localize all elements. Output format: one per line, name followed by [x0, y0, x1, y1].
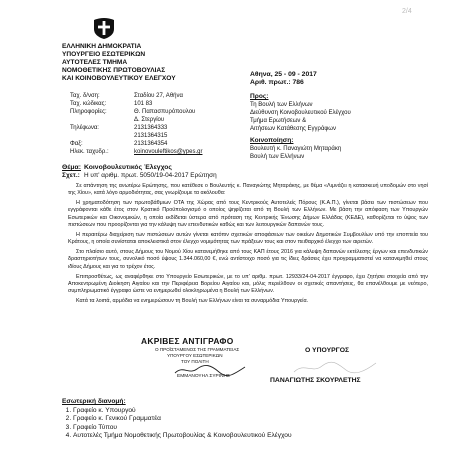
stamp-line: Ο ΠΡΟΪΣΤΑΜΕΝΟΣ ΤΗΣ ΓΡΑΜΜΑΤΕΙΑΣ: [155, 347, 240, 352]
body-paragraph: Στο πλαίσιο αυτό, στους Δήμους του Νομού Χίου κατανεμήθηκε από τους ΚΑΠ έτους 2016 για κάλυψη δαπανών εκτέλεσης έργων και επενδυτικών δραστηριοτήτων τους, συνολικό ποσό ύψους 1.344.060,00 €, ενώ αντίστοιχο ποσό για τις ίδιες δράσεις έχει προγραμματιστεί να κατανεμηθεί στους ιδίους Δήμους και για το τρέχον έτος.: [68, 249, 428, 270]
signatory-name: ΠΑΝΑΓΙΩΤΗΣ ΣΚΟΥΡΛΕΤΗΣ: [270, 377, 361, 384]
body-paragraph: Επιπροσθέτως, ως αναφέρθηκε στο Υπουργείο Εσωτερικών, με το υπ' αριθμ. πρωτ. 12933/24-04-2017 έγγραφο, έχει ζητήσει στοιχεία από την Αποκεντρωμένη Διοίκηση Αιγαίου και την Περιφέρεια Βορείου Αιγαίου και, μόλις περιέλθουν οι σχετικές απαντήσεις, θα επανέλθουμε με νεότερο, συμπληρωματικό έγγραφο ώστε να ενημερωθεί ολοκληρωμένα η Βουλή των Ελλήνων.: [68, 273, 428, 295]
signatory-role: Ο ΥΠΟΥΡΓΟΣ: [305, 347, 350, 354]
distribution-item: 1. Γραφείο κ. Υπουργού: [73, 407, 292, 416]
contact-label: Ηλεκ. ταχυδρ.:: [70, 149, 109, 155]
contact-value: Θ. Παπασπυρόπουλου: [134, 109, 196, 115]
stamp-title: ΑΚΡΙΒΕΣ ΑΝΤΙΓΡΑΦΟ: [141, 336, 234, 346]
contact-value: Σταδίου 27, Αθήνα: [134, 93, 183, 99]
stamp-line: ΥΠΟΥΡΓΟΥ ΕΣΩΤΕΡΙΚΩΝ: [167, 353, 223, 358]
letter-body: [68, 183, 428, 308]
stamp-line: ΤΟΥ ΠΟΛΙΤΗ: [181, 359, 209, 364]
distribution-item: 4. Αυτοτελές Τμήμα Νομοθετικής Πρωτοβουλίας & Κοινοβουλευτικού Ελέγχου: [73, 432, 292, 441]
recipient-line: Διεύθυνση Κοινοβουλευτικού Ελέγχου: [250, 110, 351, 116]
body-paragraph: Σε απάντηση της ανωτέρω Ερώτησης, που κατέθεσε ο Βουλευτής κ. Παναγιώτης Μηταράκης, με θέμα «Λιμνάζει η κατασκευή υποδομών στο νησί της Χίου», κατά λόγο αρμοδιότητας, σας γνωρίζουμε τα ακόλουθα:: [68, 183, 428, 197]
reference-label: Σχετ.:: [62, 172, 80, 179]
recipient-line: Τη Βουλή των Ελλήνων: [250, 102, 313, 108]
protocol-number: Αριθ. πρωτ.: 786: [250, 79, 304, 86]
header-line-2: ΥΠΟΥΡΓΕΙΟ ΕΣΩΤΕΡΙΚΩΝ: [62, 51, 146, 58]
document-date: Αθηνα, 25 - 09 - 2017: [250, 71, 317, 78]
contact-label: Τηλέφωνα:: [70, 125, 99, 131]
contact-value: 101 83: [134, 101, 153, 107]
header-line-4: ΝΟΜΟΘΕΤΙΚΗΣ ΠΡΩΤΟΒΟΥΛΙΑΣ: [62, 67, 166, 74]
contact-value: 2131364315: [134, 133, 168, 139]
distribution-item: 3. Γραφείο Τύπου: [73, 424, 292, 433]
internal-distribution: [62, 398, 292, 441]
cc-line: Βουλή των Ελλήνων: [250, 154, 305, 160]
page-number: 2/4: [402, 8, 412, 15]
recipient-heading: Προς:: [250, 93, 269, 100]
distribution-item: 2. Γραφείο κ. Γενικού Γραμματέα: [73, 415, 292, 424]
contact-label: Ταχ. κώδικας:: [70, 101, 107, 107]
contact-label: Φαξ:: [70, 141, 83, 147]
email-link[interactable]: koinovouleftikos@ypes.gr: [134, 149, 203, 155]
contact-value: Δ. Στεργίου: [134, 117, 165, 123]
minister-signature: [290, 360, 380, 376]
cc-line: Βουλευτή κ. Παναγιώτη Μηταράκη: [250, 146, 342, 152]
body-paragraph: Η περαιτέρω διαχείριση των πιστώσεων αυτών γίνεται κατόπιν σχετικών αποφάσεων των οικείων Δημοτικών Συμβουλίων υπό την εποπτεία του Κράτους, η οποία συνίσταται αποκλειστικά στον έλεγχο νομιμότητας των πράξεων τους και στον πειθαρχικό έλεγχο των αιρετών.: [68, 231, 428, 246]
contact-value: 2131364354: [134, 141, 168, 147]
cc-heading: Κοινοποίηση:: [250, 137, 294, 144]
certified-copy-stamp: [133, 335, 275, 381]
recipient-line: Αιτήσεων Κατάθεσης Εγγράφων: [250, 126, 336, 132]
stamp-name: ΕΜΜΑΝΟΥΗΛ ΣΥΡΙΝΗΣ: [177, 374, 230, 379]
subject-label: Θέμα:: [62, 164, 81, 171]
header-line-3: ΑΥΤΟΤΕΛΕΣ ΤΜΗΜΑ: [62, 59, 128, 66]
contact-label: Πληροφορίες:: [70, 109, 107, 115]
reference-value: Η υπ' αριθμ. πρωτ. 5050/19-04-2017 Ερώτηση: [84, 172, 217, 179]
recipient-line: Τμήμα Ερωτήσεων &: [250, 118, 307, 124]
header-line-1: ΕΛΛΗΝΙΚΗ ΔΗΜΟΚΡΑΤΙΑ: [62, 43, 142, 50]
body-paragraph: Η χρηματοδότηση των πρωτοβάθμιων ΟΤΑ της Χώρας από τους Κεντρικούς Αυτοτελείς Πόρους (Κ.Α.Π.), γίνεται βάσει των πιστώσεων που εγγράφονται κάθε έτος στον Κρατικό Προϋπολογισμό ο οποίος ψηφίζεται από τη Βουλή των Ελλήνων. Με βάση την απόφαση των Υπουργών Εσωτερικών και Οικονομικών, η οποία εκδίδεται ύστερα από πρόταση της Κεντρικής Ένωσης Δήμων Ελλάδας (ΚΕΔΕ), καθορίζεται το ύψος των πιστώσεων που προορίζονται για την κάλυψη των επενδυτικών καθώς και των λειτουργικών δαπανών τους.: [68, 200, 428, 229]
coat-of-arms-emblem: [92, 16, 116, 40]
distribution-heading: Εσωτερική διανομή:: [62, 398, 126, 405]
distribution-list: [62, 407, 292, 441]
body-paragraph: Κατά τα λοιπά, αρμόδια να ενημερώσουν τη Βουλή των Ελλήνων είναι τα συναρμόδια Υπουργεία.: [76, 298, 309, 305]
contact-label: Ταχ. δ/νση:: [70, 93, 100, 99]
subject-value: Κοινοβουλευτικός Έλεγχος: [84, 164, 172, 171]
contact-value: 2131364333: [134, 125, 168, 131]
header-line-5: ΚΑΙ ΚΟΙΝΟΒΟΥΛΕΥΤΙΚΟΥ ΕΛΕΓΧΟΥ: [62, 75, 176, 82]
